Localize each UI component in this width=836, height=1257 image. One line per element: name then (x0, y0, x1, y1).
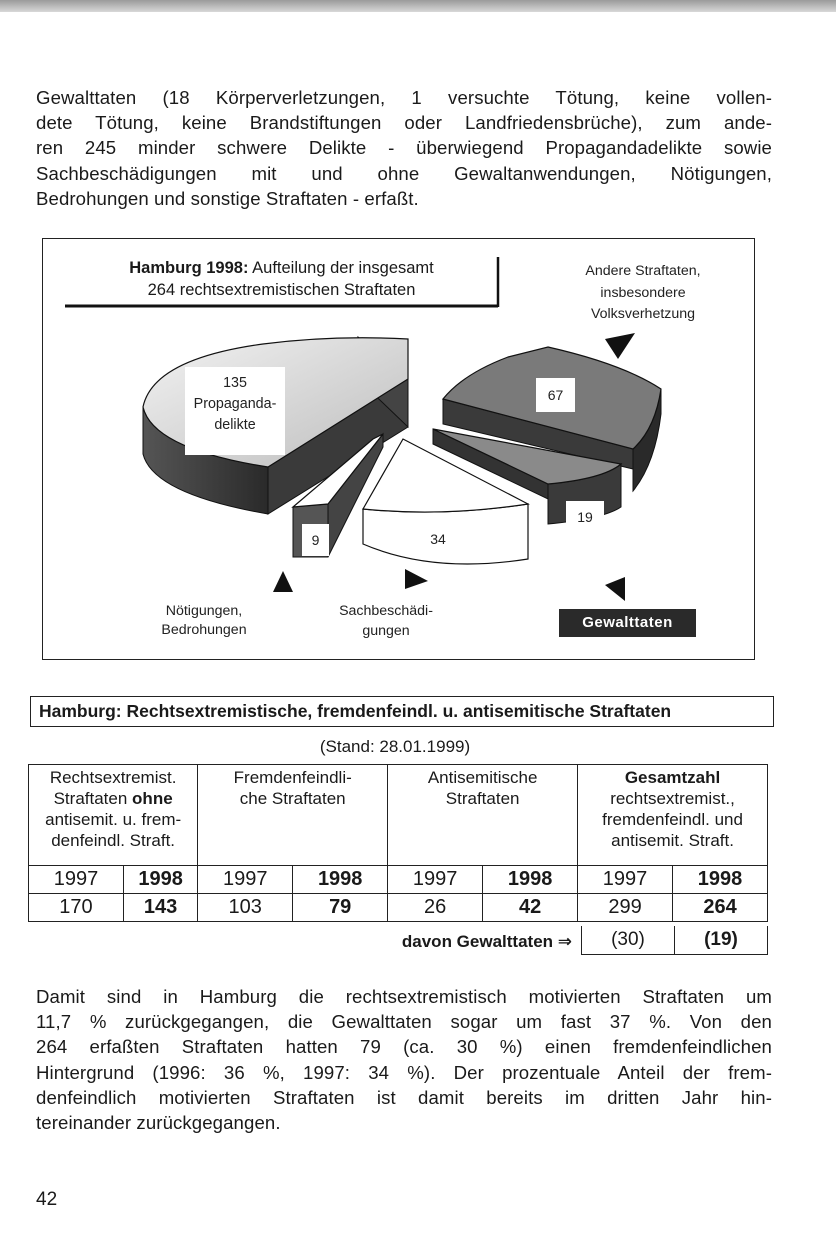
davon-row (582, 926, 768, 955)
closing-line: 264 erfaßten Straftaten hatten 79 (ca. 30 %) einen fremdenfeindlichen (36, 1036, 772, 1058)
year-cell: 1997 (578, 866, 673, 894)
chart-title-bold: Hamburg 1998: (129, 259, 249, 277)
closing-line: denfeindlich motivierten Straftaten ist damit bereits im dritten Jahr hin- (36, 1086, 772, 1108)
intro-line: Bedrohungen und sonstige Straftaten - erfaßt. (36, 187, 419, 209)
value-cell: 42 (483, 894, 578, 922)
value-cell: 264 (673, 894, 768, 922)
value-label-34: 34 (430, 531, 446, 547)
label-andere-line: insbesondere (600, 284, 686, 301)
header-text-bold: ohne (132, 789, 173, 808)
header-line: antisemit. u. frem- (45, 810, 182, 829)
closing-line: Damit sind in Hamburg die rechtsextremistisch motivierten Straftaten um (36, 986, 772, 1007)
header-fremdenfeindlich (198, 765, 388, 866)
davon-cell-total: (30) (582, 926, 675, 955)
pie-chart (42, 238, 755, 660)
intro-line: dete Tötung, keine Brandstiftungen oder Landfriedensbrüche), zum ande- (36, 112, 772, 134)
header-line: Gesamtzahl (624, 768, 721, 787)
label-noetigungen-line: Nötigungen, (165, 603, 243, 619)
chart-title-rest: Aufteilung der insgesamt (252, 259, 434, 277)
label-andere (543, 261, 743, 326)
label-andere-line: Volksverhetzung (590, 306, 696, 322)
label-propaganda-line: Propaganda- (193, 396, 277, 412)
table-title: Hamburg: Rechtsextremistische, fremdenfeindl. u. antisemitische Straftaten (30, 696, 774, 727)
value-cell: 299 (578, 894, 673, 922)
value-label-67: 67 (536, 378, 575, 412)
table-year-row (29, 866, 768, 894)
arrow-gewalt-icon (605, 577, 625, 601)
header-line: Fremdenfeindli- (233, 768, 352, 787)
arrow-sach-icon (405, 569, 428, 589)
label-gewalttaten: Gewalttaten (559, 609, 696, 637)
arrow-noetigungen-icon (273, 571, 293, 592)
davon-gewalttaten-label: davon Gewalttaten ⇒ (401, 932, 572, 951)
label-noetigungen (129, 602, 279, 640)
header-line (29, 788, 197, 809)
year-cell: 1998 (293, 866, 388, 894)
closing-line: 11,7 % zurückgegangen, die Gewalttaten sogar um fast 37 %. Von den (36, 1011, 772, 1033)
chart-title-line2: 264 rechtsextremistischen Straftaten (147, 281, 416, 299)
year-cell: 1998 (673, 866, 768, 894)
chart-title (65, 257, 498, 305)
intro-line: Sachbeschädigungen mit und ohne Gewaltanwendungen, Nötigungen, (36, 162, 772, 184)
table-stand-date: (Stand: 28.01.1999) (319, 737, 471, 756)
header-line: che Straftaten (239, 789, 346, 808)
label-noetigungen-line: Bedrohungen (161, 622, 247, 638)
closing-line: tereinander zurückgegangen. (36, 1112, 281, 1134)
stats-table (28, 764, 768, 922)
label-propaganda-line: delikte (214, 417, 256, 433)
value-label-9: 9 (302, 524, 329, 556)
chart-title-line1 (65, 257, 498, 279)
label-sach-line: gungen (362, 623, 410, 639)
header-line: antisemit. Straft. (611, 831, 734, 850)
header-line: Rechtsextremist. (49, 768, 177, 787)
header-rechtsextremist (29, 765, 198, 866)
header-antisemitisch (388, 765, 578, 866)
intro-paragraph (36, 85, 772, 211)
table-header-row (29, 765, 768, 866)
header-line: denfeindl. Straft. (51, 831, 176, 850)
header-gesamtzahl (578, 765, 768, 866)
label-sach-line: Sachbeschädi- (339, 603, 433, 619)
label-andere-line: Andere Straftaten, (585, 263, 701, 279)
value-label-19: 19 (566, 501, 604, 533)
table-value-row (29, 894, 768, 922)
arrow-andere-icon (605, 333, 635, 359)
value-cell: 143 (123, 894, 197, 922)
closing-line: Hintergrund (1996: 36 %, 1997: 34 %). Der prozentuale Anteil der frem- (36, 1061, 772, 1083)
year-cell: 1997 (29, 866, 124, 894)
value-cell: 103 (198, 894, 293, 922)
header-line: Antisemitische (427, 768, 538, 787)
year-cell: 1998 (123, 866, 197, 894)
label-sach (311, 601, 461, 641)
top-scan-edge (0, 0, 836, 12)
intro-line: ren 245 minder schwere Delikte - überwiegend Propagandadelikte sowie (36, 137, 772, 159)
header-line: Straftaten (445, 789, 520, 808)
year-cell: 1998 (483, 866, 578, 894)
davon-cell-1998: (19) (675, 926, 768, 955)
value-cell: 79 (293, 894, 388, 922)
year-cell: 1997 (388, 866, 483, 894)
value-cell: 170 (29, 894, 124, 922)
label-propaganda-line: 135 (223, 375, 247, 391)
page-number: 42 (36, 1189, 58, 1210)
header-text: Straftaten (53, 789, 128, 808)
value-cell: 26 (388, 894, 483, 922)
intro-line: Gewalttaten (18 Körperverletzungen, 1 versuchte Tötung, keine vollen- (36, 87, 772, 108)
label-propaganda (185, 367, 285, 455)
closing-paragraph (36, 984, 772, 1135)
davon-table (581, 926, 768, 955)
header-line: rechtsextremist., (610, 789, 735, 808)
header-line: fremdenfeindl. und (602, 810, 743, 829)
year-cell: 1997 (198, 866, 293, 894)
